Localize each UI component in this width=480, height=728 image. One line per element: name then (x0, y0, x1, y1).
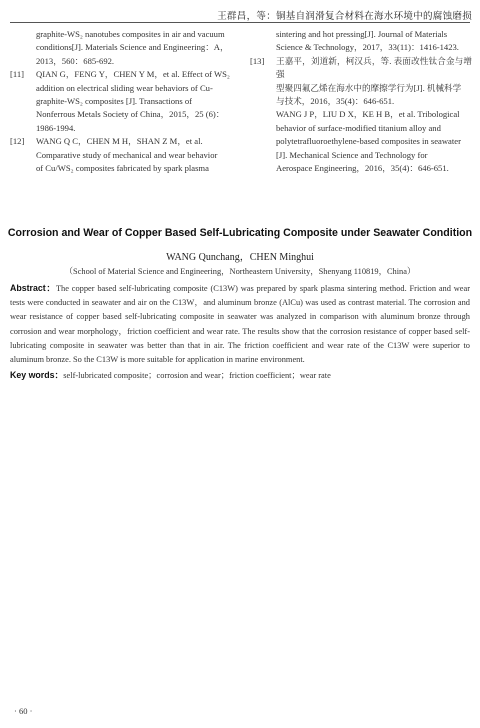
reference-line: Science & Technology，2017，33(11)：1416-1423. (276, 42, 459, 53)
reference-line: graphite-WS₂ composites [J]. Transactions of (36, 96, 192, 107)
reference-text (276, 28, 472, 55)
reference-line: polytetrafluoroethylene-based composites in seawater (276, 136, 461, 147)
reference-line: 型聚四氟乙烯在海水中的摩擦学行为[J]. 机械科学 (276, 82, 462, 93)
reference-text (36, 135, 236, 175)
reference-number: [13] (250, 55, 265, 66)
references-right-column (250, 28, 472, 175)
abstract-block (10, 281, 470, 383)
reference-text (276, 55, 472, 176)
reference-line: addition on electrical sliding wear behaviors of Cu- (36, 82, 213, 93)
reference-line: of Cu/WS₂ composites fabricated by spark plasma (36, 163, 209, 174)
reference-entry (10, 135, 236, 175)
reference-line: 1986-1994. (36, 122, 76, 133)
abstract-text: The copper based self-lubricating composite (C13W) was prepared by spark plasma sintering method. Friction and wear tests were conducted in seawater and air on the C13W，and aluminum bronze (AlCu) was used as contrast material. The corrosion and wear resistance of copper based self-lubricating composite in seawater was analyzed in comparison with aluminum bronze through corrosion and wear morphology，friction coefficient and wear rate. The results show that the corrosion resistance of copper based self-lubricating composite in seawater was better than that in air. The friction coefficient and wear rate of the C13W were superior to aluminum bronze. So the C13W is more suitable for application in marine environment. (10, 284, 471, 365)
reference-number: [11] (10, 69, 24, 80)
reference-number: [12] (10, 136, 25, 147)
keywords-text: self-lubricated composite；corrosion and wear；friction coefficient；wear rate (63, 371, 331, 381)
reference-line: WANG Q C，CHEN M H，SHAN Z M，et al. (36, 136, 203, 147)
reference-line: WANG J P，LIU D X，KE H B，et al. Tribological (276, 109, 460, 120)
abstract-label: Abstract： (10, 283, 56, 293)
reference-line: conditions[J]. Materials Science and Engineering：A， (36, 42, 229, 53)
reference-line: behavior of surface-modified titanium alloy and (276, 122, 441, 133)
reference-number (250, 28, 276, 55)
english-affiliation: （School of Material Science and Engineering，Northeastern University，Shenyang 110819，China） (64, 267, 416, 276)
reference-line: 与技术，2016，35(4)：646-651. (276, 96, 395, 107)
reference-entry (250, 28, 472, 55)
english-title: Corrosion and Wear of Copper Based Self-Lubricating Composite under Seawater Condition (7, 227, 473, 239)
abstract-paragraph (10, 281, 470, 367)
keywords-paragraph (10, 368, 470, 383)
keywords-label: Key words： (10, 370, 64, 381)
references-left-column (10, 28, 236, 175)
reference-entry (10, 28, 236, 68)
reference-line: 王嘉平，刘道新，柯汉兵，等. 表面改性钛合金与增强 (276, 55, 472, 80)
reference-number (10, 28, 36, 68)
running-head: 王群昌，等：铜基自润滑复合材料在海水环境中的腐蚀磨损 (217, 12, 472, 22)
english-authors: WANG Qunchang，CHEN Minghui (166, 252, 314, 263)
reference-line: QIAN G，FENG Y，CHEN Y M，et al. Effect of WS₂ (36, 69, 230, 80)
header-rule (10, 22, 470, 23)
reference-line: 2013，560：685-692. (36, 55, 115, 66)
reference-text (36, 68, 236, 135)
reference-line: [J]. Mechanical Science and Technology for (276, 149, 428, 160)
reference-line: Comparative study of mechanical and wear behavior (36, 149, 218, 160)
reference-line: graphite-WS₂ nanotubes composites in air and vacuum (36, 29, 225, 39)
reference-line: sintering and hot pressing[J]. Journal of Materials (276, 29, 448, 39)
reference-entry (250, 55, 472, 176)
reference-entry (10, 68, 236, 135)
reference-text (36, 28, 236, 68)
reference-line: Aerospace Engineering，2016，35(4)：646-651. (276, 163, 449, 174)
reference-line: Nonferrous Metals Society of China，2015，25 (6)： (36, 109, 225, 120)
page-number: · 60 · (14, 706, 33, 716)
